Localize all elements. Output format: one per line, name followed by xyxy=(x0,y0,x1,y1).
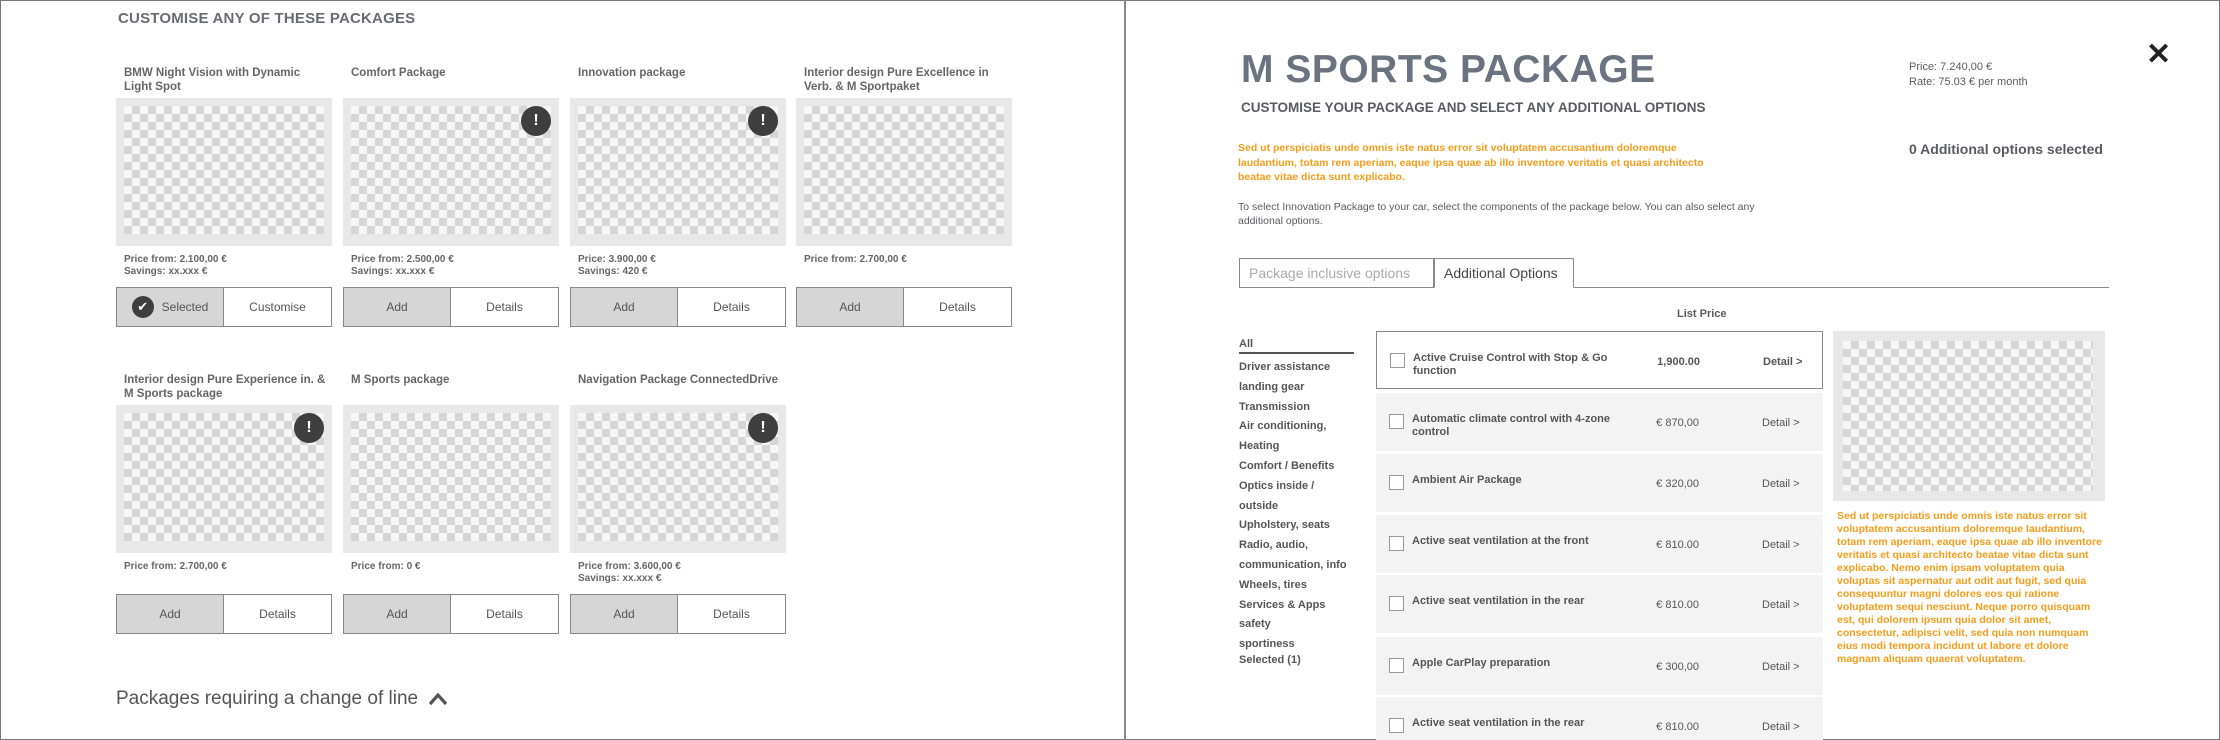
price-text: Price from: 2.500,00 € xyxy=(351,254,454,265)
option-detail-link[interactable]: Detail > xyxy=(1762,721,1800,733)
option-detail-link[interactable]: Detail > xyxy=(1762,539,1800,551)
option-row[interactable] xyxy=(1376,393,1823,451)
add-button[interactable]: Add xyxy=(117,595,224,633)
package-buttons xyxy=(570,594,786,634)
add-button[interactable]: Add xyxy=(571,595,678,633)
close-icon[interactable]: ✕ xyxy=(2146,38,2172,71)
package-title: Comfort Package xyxy=(351,67,446,79)
package-image[interactable] xyxy=(570,98,786,246)
package-image[interactable] xyxy=(343,98,559,246)
option-checkbox[interactable] xyxy=(1389,414,1404,429)
image-placeholder xyxy=(124,106,324,234)
price-text: Price: 3.900,00 € xyxy=(578,254,656,265)
package-description: Sed ut perspiciatis unde omnis iste natus error sit voluptatem accusantium doloremque laudantium, totam rem aperiam, eaque ipsa quae ab illo inventore veritatis et quasi architecto beatae vitae dicta sunt explicabo. xyxy=(1238,142,1704,183)
price-text: Price from: 3.600,00 € xyxy=(578,561,681,572)
package-price xyxy=(124,561,227,573)
price-summary xyxy=(1909,60,2028,90)
option-preview-description: Sed ut perspiciatis unde omnis iste natus error sit voluptatem accusantium doloremque laudantium, totam rem aperiam, eaque ipsa quae ab illo inventore veritatis et quasi architecto beatae vitae dicta sunt explicabo. Nemo enim ipsam voluptatem quia voluptas sit aspernatur aut odit aut fugit, sed quia consequuntur magni dolores eos qui ratione voluptatem sequi nesciunt. Neque porro quisquam est, qui dolorem ipsum quia dolor sit amet, consectetur, adipisci velit, sed quia non numquam eius modi tempora incidunt ut labore et dolore magnam aliquam quaerat voluptatem. xyxy=(1837,510,2102,665)
monthly-rate: Rate: 75.03 € per month xyxy=(1909,76,2028,88)
tab-package-inclusive-options[interactable]: Package inclusive options xyxy=(1239,258,1434,288)
package-image[interactable] xyxy=(116,405,332,553)
package-subtitle: CUSTOMISE YOUR PACKAGE AND SELECT ANY ADDITIONAL OPTIONS xyxy=(1241,100,1706,115)
details-button[interactable]: Details xyxy=(904,288,1011,326)
option-detail-link[interactable]: Detail > xyxy=(1762,599,1800,611)
category-item[interactable]: Services & Apps xyxy=(1239,598,1326,611)
price-text: Price from: 2.700,00 € xyxy=(804,254,907,265)
category-item[interactable]: Comfort / Benefits xyxy=(1239,459,1335,472)
package-buttons xyxy=(796,287,1012,327)
option-price: € 320,00 xyxy=(1656,478,1699,490)
package-buttons xyxy=(343,594,559,634)
chevron-up-icon xyxy=(428,692,448,706)
details-button[interactable]: Details xyxy=(451,595,558,633)
add-button[interactable]: Add xyxy=(797,288,904,326)
option-row[interactable] xyxy=(1376,331,1823,389)
package-image[interactable] xyxy=(570,405,786,553)
category-item[interactable]: safety xyxy=(1239,618,1271,631)
warning-icon[interactable]: ! xyxy=(748,413,778,443)
option-name: Active Cruise Control with Stop & Go function xyxy=(1413,352,1608,377)
option-row[interactable] xyxy=(1376,697,1823,740)
total-price: Price: 7.240,00 € xyxy=(1909,61,1993,73)
option-price: € 810.00 xyxy=(1656,599,1699,611)
package-price xyxy=(124,254,227,278)
category-item[interactable]: Transmission xyxy=(1239,400,1310,413)
savings-text: Savings: 420 € xyxy=(578,266,648,277)
savings-text: Savings: xx.xxx € xyxy=(124,266,208,277)
package-price xyxy=(351,254,454,278)
add-button[interactable]: Add xyxy=(344,288,451,326)
warning-icon[interactable]: ! xyxy=(521,106,551,136)
option-row[interactable] xyxy=(1376,637,1823,695)
package-buttons xyxy=(343,287,559,327)
package-price xyxy=(578,561,681,585)
category-filter-list xyxy=(1239,336,1354,655)
category-item[interactable]: Driver assistance xyxy=(1239,361,1331,373)
requiring-change-heading: Packages requiring a change of line xyxy=(116,688,419,709)
list-price-header: List Price xyxy=(1677,308,1727,320)
option-preview-image xyxy=(1833,331,2105,501)
savings-text: Savings: xx.xxx € xyxy=(351,266,435,277)
option-price: € 810.00 xyxy=(1656,721,1699,733)
button-label: Selected xyxy=(161,300,209,314)
price-text: Price from: 0 € xyxy=(351,561,421,572)
package-buttons xyxy=(116,594,332,634)
option-price: € 300,00 xyxy=(1656,661,1699,673)
package-price xyxy=(804,254,907,266)
option-price: € 810.00 xyxy=(1656,539,1699,551)
image-placeholder xyxy=(1843,341,2093,491)
category-all[interactable]: All xyxy=(1239,336,1354,354)
package-image[interactable] xyxy=(343,405,559,553)
category-item[interactable]: Wheels, tires xyxy=(1239,578,1307,591)
category-item[interactable]: sportiness xyxy=(1239,638,1295,651)
option-name: Automatic climate control with 4-zone control xyxy=(1412,413,1611,438)
savings-text: Savings: xx.xxx € xyxy=(578,573,662,584)
add-button[interactable]: Add xyxy=(344,595,451,633)
option-row[interactable] xyxy=(1376,454,1823,512)
add-button[interactable]: Add xyxy=(571,288,678,326)
details-button[interactable]: Details xyxy=(224,595,331,633)
package-price xyxy=(351,561,420,573)
category-item[interactable]: landing gear xyxy=(1239,380,1305,393)
customise-button[interactable]: Customise xyxy=(224,288,331,326)
image-placeholder xyxy=(351,413,551,541)
price-text: Price from: 2.100,00 € xyxy=(124,254,227,265)
option-detail-link[interactable]: Detail > xyxy=(1762,478,1800,490)
option-row[interactable] xyxy=(1376,575,1823,633)
package-buttons xyxy=(570,287,786,327)
category-item[interactable]: communication, info xyxy=(1239,558,1347,571)
requiring-change-toggle[interactable] xyxy=(116,688,448,710)
option-price: € 870,00 xyxy=(1656,417,1699,429)
details-button[interactable]: Details xyxy=(451,288,558,326)
details-button[interactable]: Details xyxy=(678,288,785,326)
category-item[interactable]: Air conditioning, xyxy=(1239,420,1327,433)
package-title: Interior design Pure Excellence in Verb. & M Sportpaket xyxy=(804,67,989,93)
option-price: 1,900.00 xyxy=(1657,356,1700,368)
option-name: Ambient Air Package xyxy=(1412,474,1522,486)
option-checkbox[interactable] xyxy=(1389,475,1404,490)
option-name: Active seat ventilation in the rear xyxy=(1412,717,1585,729)
package-title: Navigation Package ConnectedDrive xyxy=(578,374,779,386)
option-detail-link[interactable]: Detail > xyxy=(1762,417,1800,429)
selected-options-count: 0 Additional options selected xyxy=(1909,141,2103,157)
category-item[interactable]: Upholstery, seats xyxy=(1239,519,1330,532)
selected-button[interactable] xyxy=(117,288,224,326)
warning-icon[interactable]: ! xyxy=(748,106,778,136)
package-detail-panel xyxy=(1126,0,2220,740)
option-detail-link[interactable]: Detail > xyxy=(1763,356,1803,368)
package-title: Interior design Pure Experience in. & M Sports package xyxy=(124,374,326,400)
category-selected[interactable]: Selected (1) xyxy=(1239,654,1301,666)
package-title: Innovation package xyxy=(578,67,686,79)
option-checkbox[interactable] xyxy=(1389,596,1404,611)
option-detail-link[interactable]: Detail > xyxy=(1762,661,1800,673)
warning-icon[interactable]: ! xyxy=(294,413,324,443)
info-text: To select Innovation Package to your car, select the components of the package below. You can also select any additional options. xyxy=(1238,201,1755,227)
category-item[interactable]: Heating xyxy=(1239,440,1280,453)
image-placeholder xyxy=(804,106,1004,234)
package-price xyxy=(578,254,656,278)
option-row[interactable] xyxy=(1376,515,1823,573)
price-text: Price from: 2.700,00 € xyxy=(124,561,227,572)
category-item[interactable]: Optics inside / outside xyxy=(1239,479,1315,512)
package-buttons xyxy=(116,287,332,327)
package-image[interactable] xyxy=(796,98,1012,246)
option-name: Active seat ventilation in the rear xyxy=(1412,595,1585,607)
package-title: M Sports package xyxy=(351,374,450,386)
category-item[interactable]: Radio, audio, xyxy=(1239,539,1309,552)
tab-additional-options[interactable]: Additional Options xyxy=(1434,258,1574,288)
option-checkbox[interactable] xyxy=(1390,353,1405,368)
packages-heading: CUSTOMISE ANY OF THESE PACKAGES xyxy=(118,10,416,27)
details-button[interactable]: Details xyxy=(678,595,785,633)
option-checkbox[interactable] xyxy=(1389,658,1404,673)
package-title: BMW Night Vision with Dynamic Light Spot xyxy=(124,67,301,93)
option-name: Apple CarPlay preparation xyxy=(1412,657,1551,669)
package-image[interactable] xyxy=(116,98,332,246)
package-title: M SPORTS PACKAGE xyxy=(1241,48,1656,91)
option-name: Active seat ventilation at the front xyxy=(1412,535,1589,547)
option-checkbox[interactable] xyxy=(1389,718,1404,733)
checkmark-icon: ✔ xyxy=(132,296,154,318)
option-checkbox[interactable] xyxy=(1389,536,1404,551)
option-tabs xyxy=(1239,258,2109,288)
